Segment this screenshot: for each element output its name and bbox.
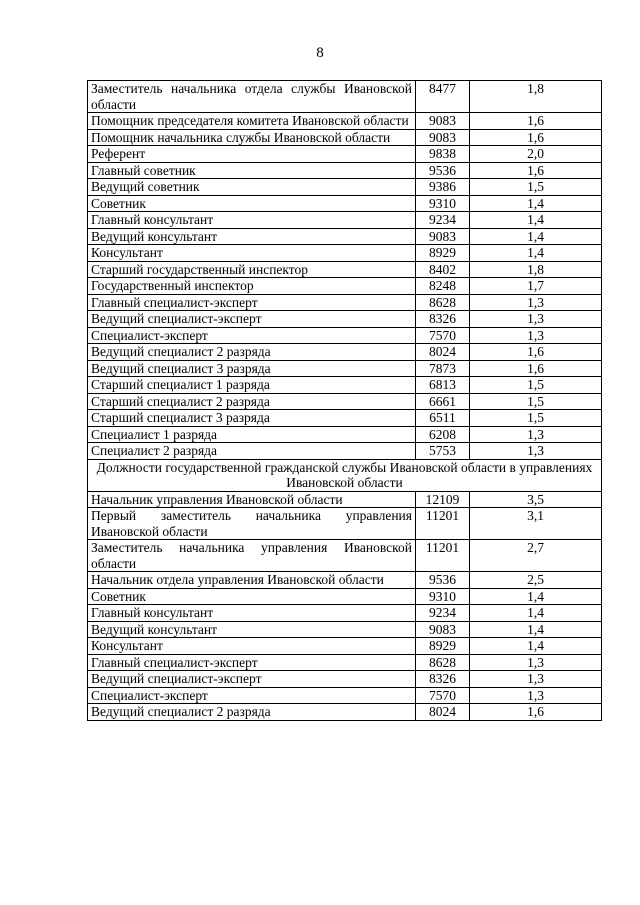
position-cell: Референт (88, 146, 416, 163)
coefficient-cell: 1,4 (470, 245, 602, 262)
coefficient-cell: 1,3 (470, 426, 602, 443)
coefficient-cell: 1,3 (470, 443, 602, 460)
salary-cell: 9386 (416, 179, 470, 196)
salary-cell: 8024 (416, 344, 470, 361)
table-row (88, 212, 602, 229)
salary-cell: 8248 (416, 278, 470, 295)
salary-cell: 6661 (416, 393, 470, 410)
coefficient-cell: 1,3 (470, 327, 602, 344)
table-body-top (88, 81, 602, 721)
table-row (88, 671, 602, 688)
coefficient-cell: 1,4 (470, 588, 602, 605)
coefficient-cell: 3,1 (470, 508, 602, 540)
table-row (88, 410, 602, 427)
coefficient-cell: 1,3 (470, 654, 602, 671)
salary-cell: 7570 (416, 687, 470, 704)
position-cell: Старший специалист 2 разряда (88, 393, 416, 410)
salary-cell: 9838 (416, 146, 470, 163)
coefficient-cell: 1,4 (470, 605, 602, 622)
position-cell: Заместитель начальника управления Ивановской области (88, 540, 416, 572)
table-row (88, 491, 602, 508)
table-row (88, 179, 602, 196)
position-cell: Главный специалист-эксперт (88, 294, 416, 311)
position-cell: Первый заместитель начальника управления Ивановской области (88, 508, 416, 540)
position-cell: Главный консультант (88, 605, 416, 622)
coefficient-cell: 2,0 (470, 146, 602, 163)
salary-cell: 7873 (416, 360, 470, 377)
table-row (88, 162, 602, 179)
table-row (88, 81, 602, 113)
salary-cell: 9083 (416, 113, 470, 130)
salary-cell: 8929 (416, 245, 470, 262)
table-row (88, 508, 602, 540)
position-cell: Советник (88, 195, 416, 212)
table-row (88, 327, 602, 344)
position-cell: Начальник отдела управления Ивановской области (88, 572, 416, 589)
position-cell: Ведущий консультант (88, 621, 416, 638)
table-row (88, 704, 602, 721)
salary-cell: 9310 (416, 588, 470, 605)
coefficient-cell: 2,7 (470, 540, 602, 572)
salary-cell: 6208 (416, 426, 470, 443)
table-row (88, 261, 602, 278)
position-cell: Начальник управления Ивановской области (88, 491, 416, 508)
coefficient-cell: 1,4 (470, 621, 602, 638)
salary-cell: 8929 (416, 638, 470, 655)
position-cell: Помощник начальника службы Ивановской области (88, 129, 416, 146)
salary-cell: 9083 (416, 129, 470, 146)
table-row (88, 393, 602, 410)
coefficient-cell: 1,3 (470, 294, 602, 311)
table-row (88, 426, 602, 443)
table-row (88, 687, 602, 704)
coefficient-cell: 1,5 (470, 179, 602, 196)
position-cell: Государственный инспектор (88, 278, 416, 295)
table-row (88, 113, 602, 130)
position-cell: Старший специалист 3 разряда (88, 410, 416, 427)
position-cell: Ведущий специалист 2 разряда (88, 344, 416, 361)
salary-cell: 12109 (416, 491, 470, 508)
salary-cell: 9234 (416, 212, 470, 229)
salary-cell: 5753 (416, 443, 470, 460)
table-row (88, 654, 602, 671)
position-cell: Ведущий советник (88, 179, 416, 196)
coefficient-cell: 1,3 (470, 687, 602, 704)
table-row (88, 621, 602, 638)
salary-cell: 8326 (416, 671, 470, 688)
coefficient-cell: 1,4 (470, 228, 602, 245)
position-cell: Старший государственный инспектор (88, 261, 416, 278)
salary-cell: 8477 (416, 81, 470, 113)
coefficient-cell: 1,6 (470, 113, 602, 130)
salary-cell: 9536 (416, 162, 470, 179)
salary-cell: 7570 (416, 327, 470, 344)
position-cell: Советник (88, 588, 416, 605)
coefficient-cell: 1,6 (470, 704, 602, 721)
table-row (88, 344, 602, 361)
position-cell: Главный специалист-эксперт (88, 654, 416, 671)
table-row (88, 129, 602, 146)
salary-cell: 9083 (416, 228, 470, 245)
table-row (88, 638, 602, 655)
section-heading-row (88, 459, 602, 491)
coefficient-cell: 1,6 (470, 360, 602, 377)
position-cell: Ведущий консультант (88, 228, 416, 245)
table-row (88, 278, 602, 295)
coefficient-cell: 1,8 (470, 261, 602, 278)
position-cell: Специалист 1 разряда (88, 426, 416, 443)
coefficient-cell: 1,6 (470, 344, 602, 361)
table-row (88, 360, 602, 377)
salary-cell: 8628 (416, 654, 470, 671)
table-row (88, 572, 602, 589)
salary-cell: 11201 (416, 540, 470, 572)
table-row (88, 195, 602, 212)
salary-cell: 9310 (416, 195, 470, 212)
coefficient-cell: 1,5 (470, 377, 602, 394)
table-row (88, 294, 602, 311)
salary-cell: 9083 (416, 621, 470, 638)
salary-cell: 11201 (416, 508, 470, 540)
page-number: 8 (316, 45, 324, 61)
coefficient-cell: 1,4 (470, 638, 602, 655)
coefficient-cell: 1,8 (470, 81, 602, 113)
salary-table (87, 80, 602, 721)
salary-cell: 6813 (416, 377, 470, 394)
table-row (88, 605, 602, 622)
table-row (88, 540, 602, 572)
coefficient-cell: 1,6 (470, 129, 602, 146)
table-row (88, 443, 602, 460)
position-cell: Ведущий специалист 3 разряда (88, 360, 416, 377)
coefficient-cell: 1,3 (470, 671, 602, 688)
salary-cell: 8326 (416, 311, 470, 328)
salary-cell: 9536 (416, 572, 470, 589)
salary-cell: 8402 (416, 261, 470, 278)
coefficient-cell: 1,4 (470, 212, 602, 229)
table-row (88, 228, 602, 245)
position-cell: Ведущий специалист-эксперт (88, 671, 416, 688)
salary-cell: 9234 (416, 605, 470, 622)
coefficient-cell: 1,5 (470, 393, 602, 410)
coefficient-cell: 1,7 (470, 278, 602, 295)
salary-cell: 8024 (416, 704, 470, 721)
position-cell: Консультант (88, 638, 416, 655)
position-cell: Главный консультант (88, 212, 416, 229)
position-cell: Старший специалист 1 разряда (88, 377, 416, 394)
table-row (88, 377, 602, 394)
position-cell: Специалист-эксперт (88, 327, 416, 344)
position-cell: Консультант (88, 245, 416, 262)
position-cell: Специалист 2 разряда (88, 443, 416, 460)
table-row (88, 588, 602, 605)
position-cell: Специалист-эксперт (88, 687, 416, 704)
coefficient-cell: 1,3 (470, 311, 602, 328)
table-row (88, 245, 602, 262)
coefficient-cell: 3,5 (470, 491, 602, 508)
table-row (88, 311, 602, 328)
salary-cell: 8628 (416, 294, 470, 311)
table-row (88, 146, 602, 163)
coefficient-cell: 1,4 (470, 195, 602, 212)
coefficient-cell: 1,6 (470, 162, 602, 179)
position-cell: Ведущий специалист-эксперт (88, 311, 416, 328)
salary-cell: 6511 (416, 410, 470, 427)
section-heading: Должности государственной гражданской службы Ивановской области в управлениях Ивановской области (88, 459, 602, 491)
position-cell: Заместитель начальника отдела службы Ивановской области (88, 81, 416, 113)
coefficient-cell: 2,5 (470, 572, 602, 589)
coefficient-cell: 1,5 (470, 410, 602, 427)
position-cell: Главный советник (88, 162, 416, 179)
position-cell: Ведущий специалист 2 разряда (88, 704, 416, 721)
position-cell: Помощник председателя комитета Ивановской области (88, 113, 416, 130)
